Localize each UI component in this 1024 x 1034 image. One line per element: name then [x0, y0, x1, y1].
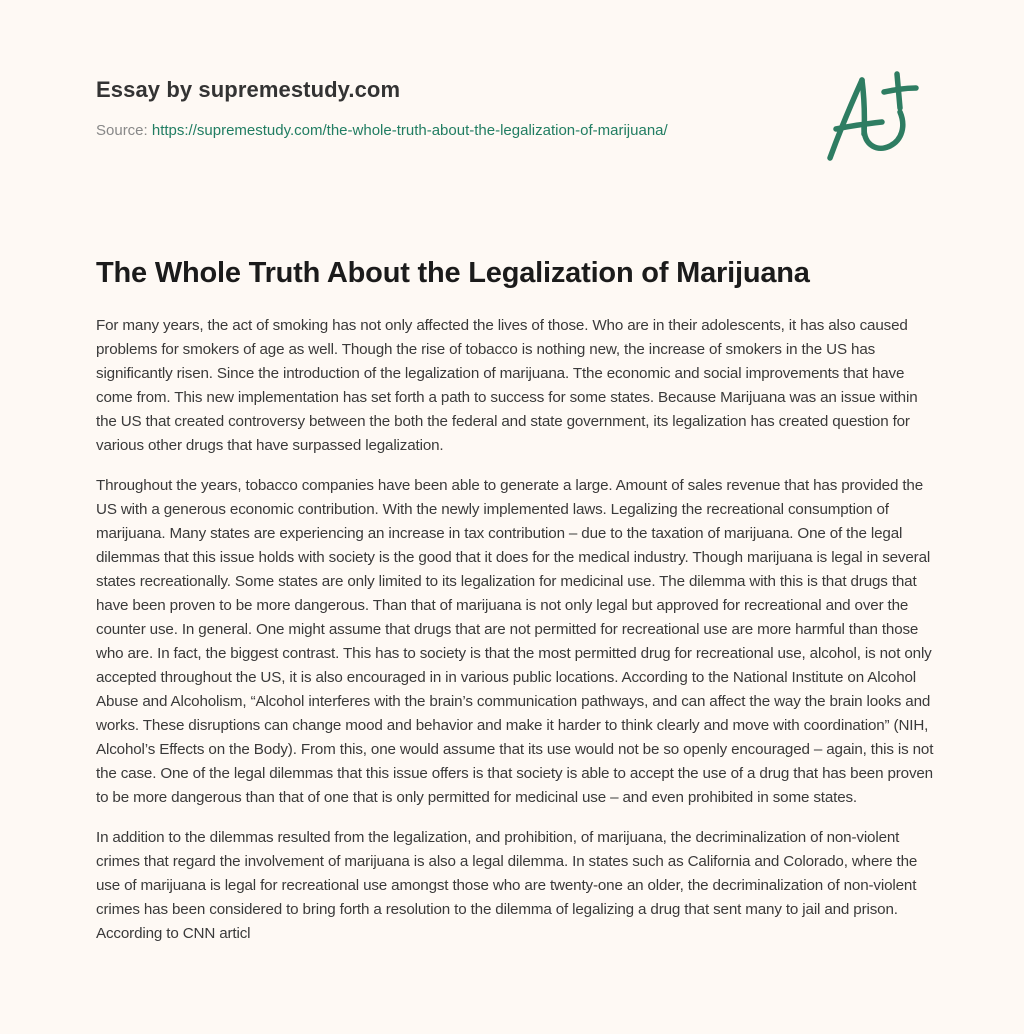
source-label: Source: [96, 122, 152, 139]
source-link[interactable]: https://supremestudy.com/the-whole-truth-about-the-legalization-of-marijuana/ [151, 122, 668, 139]
a-plus-grade-icon [820, 66, 930, 166]
article-body [96, 314, 936, 962]
article-title: The Whole Truth About the Legalization of Marijuana [96, 257, 810, 289]
essay-source-heading: Essay by supremestudy.com [96, 77, 401, 102]
source-line [96, 120, 796, 142]
paragraph: For many years, the act of smoking has not only affected the lives of those. Who are in their adolescents, it has also caused problems for smokers of age as well. Though the rise of tobacco is nothing new, the increase of smokers in the US has significantly risen. Since the introduction of the legalization of marijuana. Tthe economic and social improvements that have come from. This new implementation has set forth a path to success for some states. Because Marijuana was an issue within the US that created controversy between the both the federal and state government, its legalization has created question for various other drugs that have surpassed legalization. [96, 317, 918, 454]
essay-header [96, 74, 796, 142]
paragraph: Throughout the years, tobacco companies have been able to generate a large. Amount of sales revenue that has provided the US with a generous economic contribution. With the newly implemented laws. Legalizing the recreational consumption of marijuana. Many states are experiencing an increase in tax contribution – due to the taxation of marijuana. One of the legal dilemmas that this issue holds with society is the good that it does for the medical industry. Though marijuana is legal in several states recreationally. Some states are only limited to its legalization for medicinal use. The dilemma with this is that drugs that have been proven to be more dangerous. Than that of marijuana is not only legal but approved for recreational and over the counter use. In general. One might assume that drugs that are not permitted for recreational use are more harmful than those who are. In fact, the biggest contrast. This has to society is that the most permitted drug for recreational use, alcohol, is not only accepted throughout the US, it is also encouraged in in various public locations. According to the National Institute on Alcohol Abuse and Alcoholism, “Alcohol interferes with the brain’s communication pathways, and can affect the way the brain looks and works. These disruptions can change mood and behavior and make it harder to think clearly and move with coordination” (NIH, Alcohol’s Effects on the Body). From this, one would assume that its use would not be so openly encouraged – again, this is not the case. One of the legal dilemmas that this issue offers is that society is able to accept the use of a drug that has been proven to be more dangerous than that of one that is only permitted for medicinal use – and even prohibited in some states. [96, 477, 934, 806]
paragraph: In addition to the dilemmas resulted from the legalization, and prohibition, of marijuana, the decriminalization of non-violent crimes that regard the involvement of marijuana is also a legal dilemma. In states such as California and Colorado, where the use of marijuana is legal for recreational use amongst those who are twenty-one an older, the decriminalization of non-violent crimes has been considered to bring forth a resolution to the dilemma of legalizing a drug that sent many to jail and prison. According to CNN articl [96, 829, 918, 942]
